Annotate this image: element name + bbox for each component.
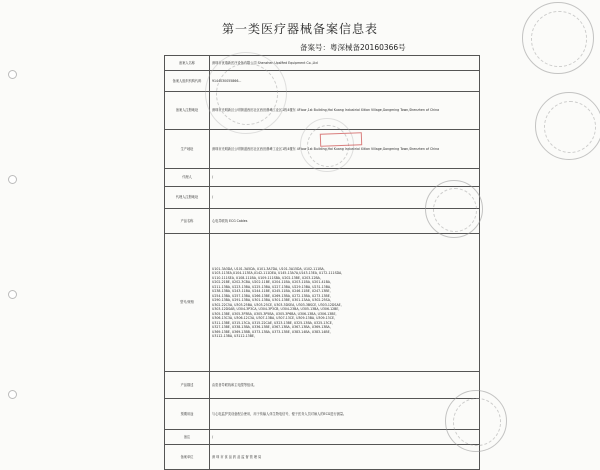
official-seal	[205, 52, 287, 134]
model-line: U103-113EA,U104-113EA,U142-111DEA, U145-13A7A,U143-13EA, U172-111SDA,	[212, 271, 343, 275]
model-list	[210, 234, 480, 372]
document-title: 第一类医疗器械备案信息表	[221, 22, 378, 36]
row-label: 备注	[165, 430, 210, 445]
row-value: 与心电监护类设备配合使用，用于传输人体生物电信号，便于医务人员对病人的ECG进行测量。	[210, 399, 480, 430]
row-value: /	[210, 187, 480, 209]
model-line: U302-22C5A, U303-25BA, U303-25CE, U303-3DSEA, U303-3BSCE, U303-12DSAE,	[212, 302, 342, 307]
info-table	[164, 55, 480, 470]
red-ink-stamp	[320, 132, 362, 146]
row-label: 产品描述	[165, 372, 210, 399]
model-line: U101-3A3DA, U101-3A5DA, U101-3A7DA, U101-3A15DA, U102-111BA,	[212, 266, 325, 271]
table-row	[165, 372, 480, 399]
official-seal	[425, 180, 483, 238]
row-value: 深圳市光明新区公明街道西田社区西田鼎峰工业区1栋4楼东 4Floor,1st Building,Hai Kuang Industrial Xitian Village,Gongming Town,Shenzhen of China	[210, 92, 480, 130]
model-line: U327-13BE, U338-13BA, U336-13BE, U367-13BA, U367-13BA, U369-13BA,	[212, 325, 331, 329]
row-label: 型号/规格	[165, 234, 210, 372]
model-line: U110-111SEA, U108-111BA, U109-111SBA, U202-13BE, U203-12BA,	[212, 275, 321, 280]
row-value: 9144030055866...	[210, 71, 480, 92]
table-row	[165, 445, 480, 470]
table-row	[165, 399, 480, 430]
row-label: 备案人名称	[165, 56, 210, 71]
registration-label: 备案号：	[300, 43, 330, 52]
row-value: 心电导联线 ECG Cables	[210, 209, 480, 234]
model-line: U305-13BE, U305-3P3BA, U305-3P5BA, U305-3P6BA, U306-13BA, U306-13BE,	[212, 311, 337, 316]
official-seal	[445, 390, 507, 452]
row-value: 深圳市优瑞新医疗设备有限公司 Shenzhen UpsMed Equipment Co.,Ltd	[210, 56, 480, 71]
model-line: U211-13BA, U223-13BA, U225-13BA, U227-13BA, U229-13BA, U231-13BA,	[212, 284, 332, 289]
official-seal	[535, 92, 600, 160]
model-line: U202-21BE, U202-3CBA, U202-11BE, U204-11BA, U203-11BA, U201-41BA,	[212, 280, 331, 284]
row-label: 备案单位	[165, 445, 210, 470]
table-row	[165, 430, 480, 445]
row-value: /	[210, 430, 480, 445]
model-line: U3112-13BA, U3112-13BE,	[212, 334, 255, 338]
row-value: 由患者导联线和主电缆等组成。	[210, 372, 480, 399]
table-row	[165, 234, 480, 372]
model-line: U311-13BE, U315-13CA, U315-22CAE, U323-13BE, U325-13BA, U325-13CE,	[212, 320, 333, 325]
official-seal	[522, 2, 594, 74]
model-line: U238-13BA, U243-11BA, U244-11BE, U245-11BA, U246-11BE, U247-13BE,	[212, 289, 331, 293]
model-line: U290-13BA, U291-13BA, U301-13BA, U301-13BE, U301-13AA, U302-25SA,	[212, 298, 331, 302]
row-label: 代理人	[165, 169, 210, 187]
model-line: U369-13BE, U369-13BB, U373-13BA, U373-13BE, U383-14BA, U383-14BE,	[212, 329, 331, 334]
model-line: U254-13BA, U257-13BA, U266-13BE, U269-13BA, U272-13BA, U273-13BE,	[212, 293, 331, 298]
row-value: /	[210, 169, 480, 187]
row-label: 产品名称	[165, 209, 210, 234]
model-line: U303-12DSAB, U304-3P3CA, U304-3P3CB, U304-23BA, U305-13BA, U306-12BE,	[212, 307, 340, 311]
binding-holes	[8, 0, 18, 450]
model-line: U306-13C3A, U306-12C3A, U307-13BA, U307-13CE, U309-13BA, U309-13CE,	[212, 316, 335, 320]
registration-value: 粤深械备20160366号	[330, 43, 406, 52]
row-value: 深圳市光明新区公明街道西田社区西田鼎峰工业区1栋4楼东 4Floor,1st Building,Hai Kuang Industrial Xitian Village,Gongming Town,Shenzhen of China	[210, 130, 480, 169]
row-label: 备案人组织机构代码	[165, 71, 210, 92]
row-label: 代理人注册地址	[165, 187, 210, 209]
registration-number	[300, 42, 406, 53]
row-label: 生产地址	[165, 130, 210, 169]
row-label: 备案人注册地址	[165, 92, 210, 130]
row-label: 预期用途	[165, 399, 210, 430]
row-value: 深圳市食品药品监督管理局	[210, 445, 480, 470]
